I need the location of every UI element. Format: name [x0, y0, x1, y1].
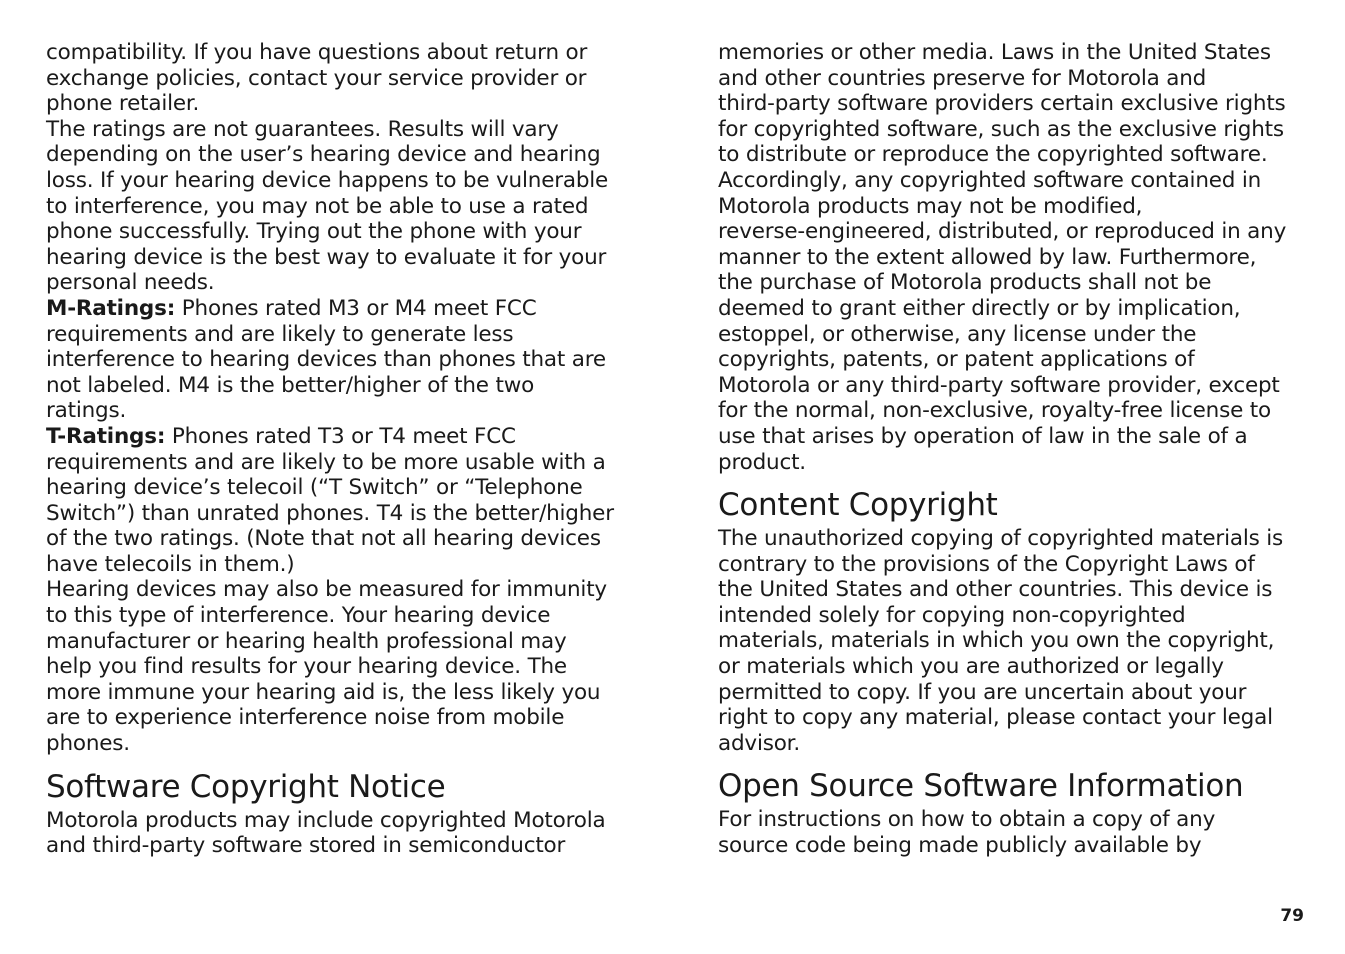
paragraph-immunity: Hearing devices may also be measured for immunity to this type of interference. Your hearing device manufacturer or hearing health professional may help you find results for your hearing device. The more immune your hearing aid is, the less likely you are to experience interference noise from mobile phones.: [46, 577, 607, 757]
heading-content-copyright: Content Copyright: [718, 487, 998, 524]
left-column: [46, 40, 636, 859]
paragraph-software-copyright-continued: memories or other media. Laws in the United States and other countries preserve for Motorola and third-party software providers certain exclusive rights for copyrighted software, such as the exclusive rights to distribute or reproduce the copyrighted software. Accordingly, any copyrighted software contained in Motorola products may not be modified, reverse-engineered, distributed, or reproduced in any manner to the extent allowed by law. Furthermore, the purchase of Motorola products shall not be deemed to grant either directly or by implication, estoppel, or otherwise, any license under the copyrights, patents, or patent applications of Motorola or any third-party software provider, except for the normal, non-exclusive, royalty-free license to use that arises by operation of law in the sale of a product.: [718, 40, 1287, 475]
paragraph-t-ratings: [46, 424, 636, 578]
paragraph-content-copyright: The unauthorized copying of copyrighted materials is contrary to the provisions of the Copyright Laws of the United States and other countries. This device is intended solely for copying non-copyrighted materials, materials in which you own the copyright, or materials which you are authorized or legally permitted to copy. If you are uncertain about your right to copy any material, please contact your legal advisor.: [718, 526, 1283, 756]
paragraph-software-copyright: Motorola products may include copyrighted Motorola and third-party software stored in semiconductor: [46, 807, 606, 859]
page-number: 79: [1280, 906, 1304, 926]
paragraph-open-source: For instructions on how to obtain a copy of any source code being made publicly available by: [718, 807, 1216, 859]
t-ratings-label: T-Ratings:: [46, 423, 166, 449]
heading-software-copyright: Software Copyright Notice: [46, 768, 446, 805]
paragraph-m-ratings: [46, 296, 636, 424]
right-column: [718, 40, 1308, 859]
paragraph-ratings-not-guarantees: The ratings are not guarantees. Results will vary depending on the user’s hearing device and hearing loss. If your hearing device happens to be vulnerable to interference, you may not be able to use a rated phone successfully. Trying out the phone with your hearing device is the best way to evaluate it for your personal needs.: [46, 116, 609, 296]
heading-open-source: Open Source Software Information: [718, 768, 1244, 805]
m-ratings-text: Phones rated M3 or M4 meet FCC requirements and are likely to generate less interference to hearing devices than phones that are not labeled. M4 is the better/higher of the two ratings.: [46, 295, 606, 424]
t-ratings-text: Phones rated T3 or T4 meet FCC requirements and are likely to be more usable with a hearing device’s telecoil (“T Switch” or “Telephone Switch”) than unrated phones. T4 is the better/higher of the two ratings. (Note that not all hearing devices have telecoils in them.): [46, 423, 614, 577]
m-ratings-label: M-Ratings:: [46, 295, 176, 321]
paragraph-compatibility: compatibility. If you have questions about return or exchange policies, contact your service provider or phone retailer.: [46, 40, 588, 117]
